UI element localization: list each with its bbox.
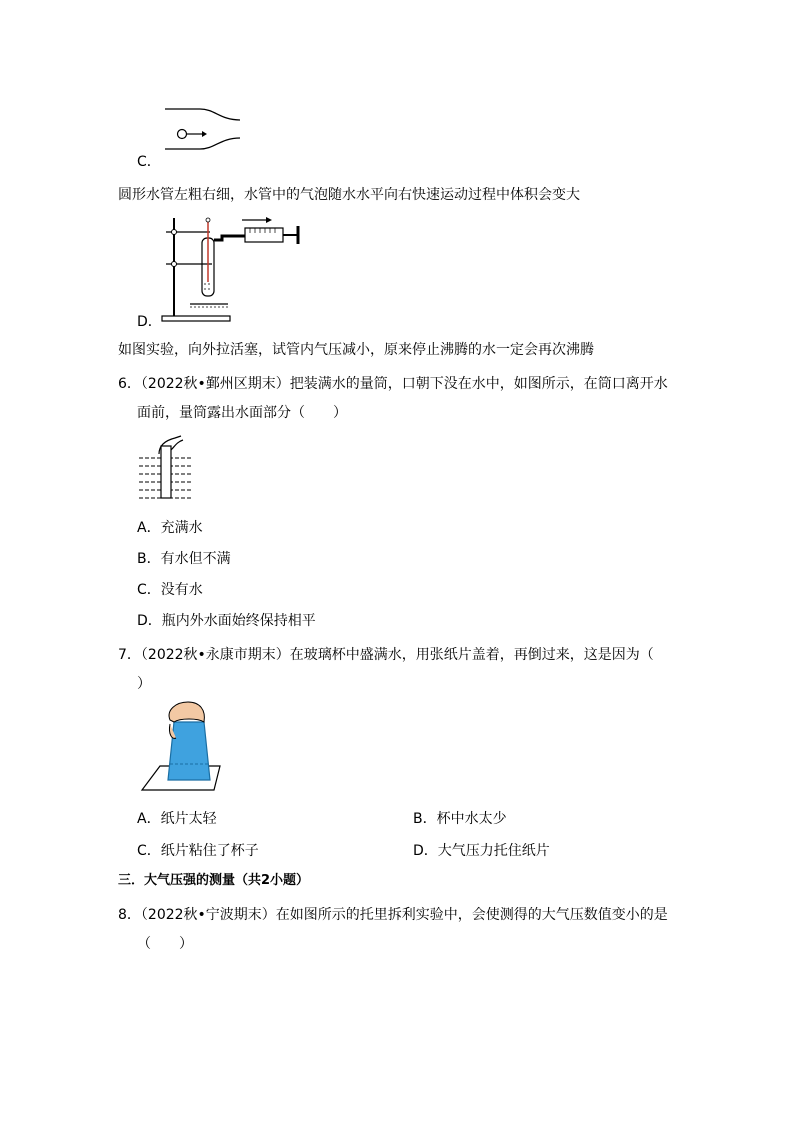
q5-option-d-label: D． — [137, 314, 162, 330]
measuring-cylinder-in-water-diagram — [137, 434, 197, 504]
q7-option-c: C．纸片粘住了杯子 — [137, 843, 259, 859]
q8-stem-line2: （ ） — [137, 936, 193, 952]
q6-stem-line2: 面前，量筒露出水面部分（ ） — [137, 405, 347, 421]
q6-option-b: B．有水但不满 — [137, 551, 231, 567]
q7-option-b: B．杯中水太少 — [413, 811, 507, 827]
inverted-glass-with-paper-diagram — [140, 700, 230, 795]
q6-stem-line1: 6．（2022秋•鄞州区期末）把装满水的量筒，口朝下没在水中，如图所示，在筒口离开水 — [118, 376, 668, 392]
q5-option-c-label: C． — [137, 154, 161, 170]
section-3-heading: 三．大气压强的测量（共2小题） — [118, 873, 310, 888]
tapered-pipe-diagram — [160, 105, 250, 155]
q7-option-a: A．纸片太轻 — [137, 811, 217, 827]
syringe-boiling-apparatus-diagram — [160, 212, 310, 327]
q6-option-c: C．没有水 — [137, 582, 203, 598]
q5-option-c-text: 圆形水管左粗右细，水管中的气泡随水水平向右快速运动过程中体积会变大 — [118, 187, 580, 203]
q6-option-a: A．充满水 — [137, 520, 203, 536]
q6-option-d: D．瓶内外水面始终保持相平 — [137, 613, 316, 629]
q7-stem-line1: 7．（2022秋•永康市期末）在玻璃杯中盛满水，用张纸片盖着，再倒过来，这是因为（ — [118, 647, 654, 663]
q7-stem-line2: ） — [137, 676, 151, 692]
q8-stem-line1: 8．（2022秋•宁波期末）在如图所示的托里拆利实验中，会使测得的大气压数值变小的是 — [118, 907, 668, 923]
q7-option-d: D．大气压力托住纸片 — [413, 843, 550, 859]
q5-option-d-text: 如图实验，向外拉活塞，试管内气压减小，原来停止沸腾的水一定会再次沸腾 — [118, 342, 594, 358]
